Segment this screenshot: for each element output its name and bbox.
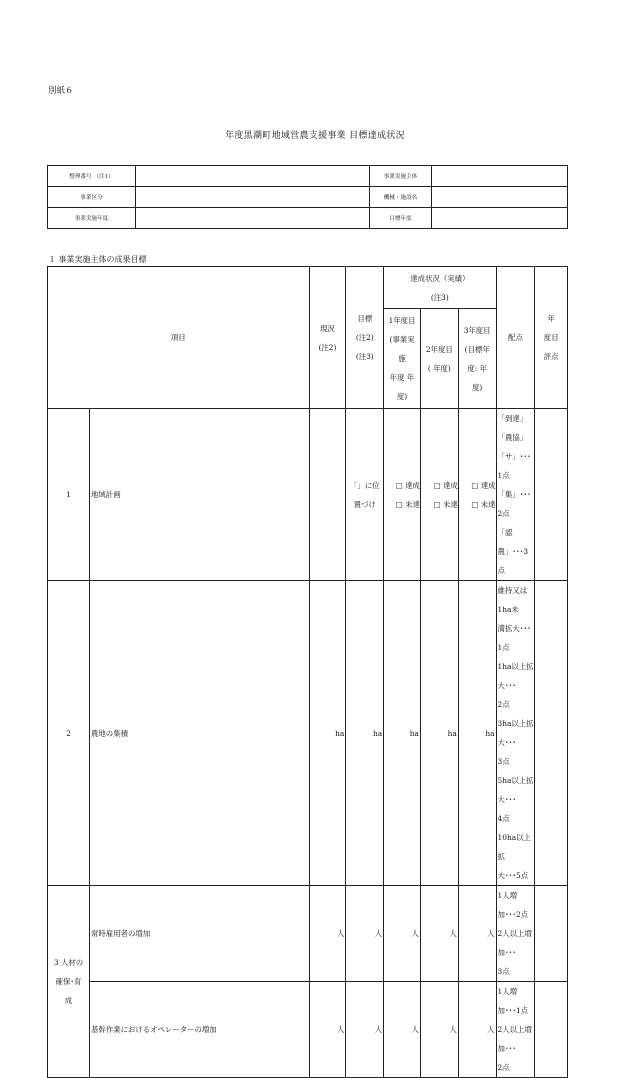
year2-value[interactable]: 人 (420, 982, 458, 1078)
score-cell[interactable] (535, 409, 568, 581)
header-points: 配点 (496, 267, 535, 409)
current-value[interactable]: 人 (309, 886, 346, 982)
score-cell[interactable] (535, 581, 568, 886)
target-value[interactable]: 人 (346, 886, 384, 982)
header-item: 項目 (48, 267, 310, 409)
info-value[interactable] (432, 166, 568, 187)
header-target: 目標 (注2) (注3) (346, 267, 384, 409)
info-value[interactable] (432, 208, 568, 229)
section-title: １ 事業実施主体の成果目標 (48, 255, 147, 264)
year2-value[interactable]: 人 (420, 886, 458, 982)
score-cell[interactable] (535, 982, 568, 1078)
year3-value[interactable]: 人 (458, 982, 496, 1078)
points-description: 「到達」「農協」 「サ」･･･1点 「集」･･･2点 「認農」･･･3点 (496, 409, 535, 581)
row-number: 2 (48, 581, 90, 886)
info-label: 目標年度 (370, 208, 432, 229)
header-score: 年 度目 評点 (535, 267, 568, 409)
table-row (48, 409, 568, 581)
table-row (48, 886, 568, 982)
info-value[interactable] (136, 187, 370, 208)
info-table (47, 165, 568, 229)
achievement-checkbox-cell[interactable]: □ 達成 □ 未達 (384, 409, 421, 581)
header-achievement: 達成状況（実績） (注3) (384, 267, 496, 309)
current-value[interactable]: ha (309, 581, 346, 886)
year3-value[interactable]: 人 (458, 886, 496, 982)
info-label: 整理番号 （注1） (48, 166, 136, 187)
results-table (47, 266, 568, 1078)
header-year3: 3年度目 (目標年 度: 年 度) (458, 309, 496, 409)
document-title: 年度黒潮町地域営農支援事業 目標達成状況 (225, 131, 405, 141)
year2-value[interactable]: ha (420, 581, 458, 886)
points-description: 1人増加･･･1点 2人以上増加･･･ 2点 (496, 982, 535, 1078)
row-item-name: 基幹作業におけるオペレーターの増加 (90, 982, 310, 1078)
year1-value[interactable]: ha (384, 581, 421, 886)
document-label: 別紙６ (48, 86, 74, 96)
table-row (48, 581, 568, 886)
achievement-checkbox-cell[interactable]: □ 達成 □ 未達 (458, 409, 496, 581)
info-value[interactable] (136, 208, 370, 229)
info-label: 事業実施主体 (370, 166, 432, 187)
achievement-checkbox-cell[interactable]: □ 達成 □ 未達 (420, 409, 458, 581)
info-value[interactable] (136, 166, 370, 187)
target-value[interactable]: 「」に位 置づけ (346, 409, 384, 581)
category-cell: 3 人材の 確保･育 成 (48, 886, 90, 1078)
header-current: 現況 (注2) (309, 267, 346, 409)
header-year1: 1年度目 (事業実 施 年度 年 度) (384, 309, 421, 409)
info-label: 機械・施設名 (370, 187, 432, 208)
points-description: 1人増加･･･2点 2人以上増加･･･ 3点 (496, 886, 535, 982)
year1-value[interactable]: 人 (384, 886, 421, 982)
info-label: 事業実施年度 (48, 208, 136, 229)
info-label: 事業区分 (48, 187, 136, 208)
table-row (48, 982, 568, 1078)
row-number: 1 (48, 409, 90, 581)
score-cell[interactable] (535, 886, 568, 982)
current-value[interactable]: 人 (309, 982, 346, 1078)
target-value[interactable]: ha (346, 581, 384, 886)
row-item-name: 常時雇用者の増加 (90, 886, 310, 982)
points-description: 維持又は1ha未 満拡大･･･1点 1ha以上拡大･･･ 2点 3ha以上拡大･･･ 3点 5ha以上拡大･･･ 4点 10ha以上拡 大･･･5点 (496, 581, 535, 886)
target-value[interactable]: 人 (346, 982, 384, 1078)
year3-value[interactable]: ha (458, 581, 496, 886)
header-year2: 2年度目 ( 年度) (420, 309, 458, 409)
row-item-name: 地域計画 (90, 409, 310, 581)
year1-value[interactable]: 人 (384, 982, 421, 1078)
row-item-name: 農地の集積 (90, 581, 310, 886)
current-value[interactable] (309, 409, 346, 581)
info-value[interactable] (432, 187, 568, 208)
